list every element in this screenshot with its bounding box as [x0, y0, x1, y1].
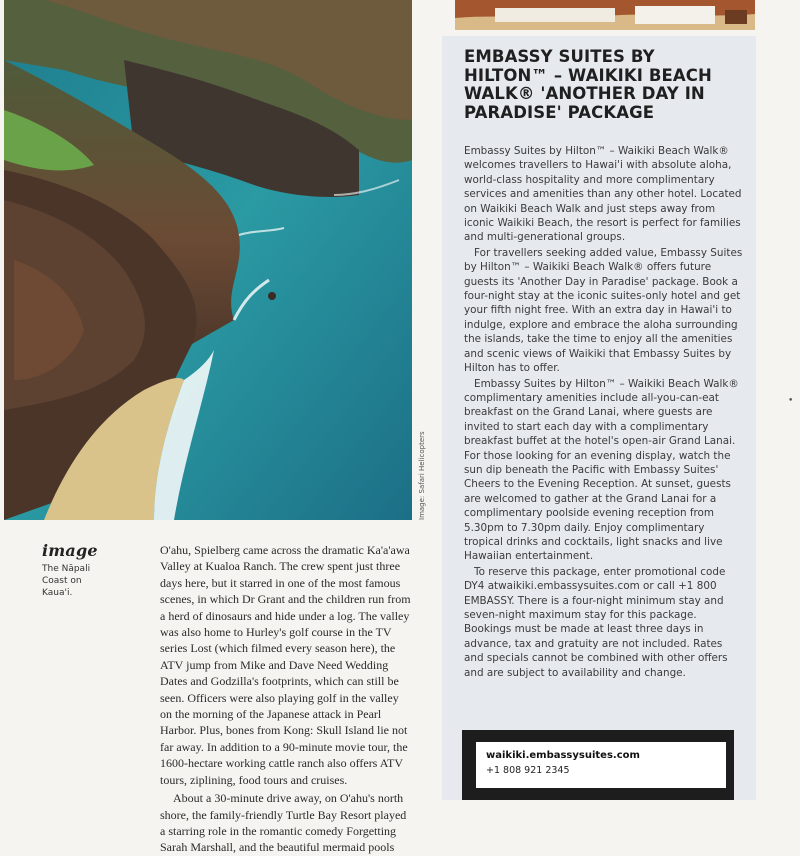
caption-brand: image — [42, 541, 98, 560]
article-paragraph: O'ahu, Spielberg came across the dramatic Ka'a'awa Valley at Kualoa Ranch. The crew spent just three days here, but it starred in one of the most famous scenes, in which Dr Grant and the children run from a herd of dinosaurs and hide under a log. The valley was also home to Hurley's golf course in the TV series Lost (which filmed every season here), the ATV jump from Mike and Dave Need Wedding Dates and Godzilla's footprints, which can still be seen. Officers were also playing golf in the valley on the morning of the Japanese attack in Pearl Harbor. Plus, bones from Kong: Skull Island lie not far away. In addition to a 90-minute movie tour, the 1600-hectare working cattle ranch also offers ATV tours, ziplining, food tours and cruises. — [160, 543, 411, 787]
caption-text: The Nāpali Coast on Kaua'i. — [42, 564, 91, 598]
hotel-phone: +1 808 921 2345 — [486, 765, 570, 776]
sidebar-body — [464, 144, 744, 680]
article-body — [160, 542, 412, 856]
article-paragraph: About a 30-minute drive away, on O'ahu's north shore, the family-friendly Turtle Bay Resort played a starring role in the romantic comedy Forgetting Sarah Marshall, and the beautiful mermaid pools — [160, 791, 407, 855]
sidebar-paragraph: Embassy Suites by Hilton™ – Waikiki Beach Walk® complimentary amenities include all-you-can-eat breakfast on the Grand Lanai, where guests are invited to start each day with a complimentary breakfast buffet at the hotel's open-air Grand Lanai. For those looking for an evening display, watch the sun dip beneath the Pacific with Embassy Suites' Cheers to the Evening Reception. At sunset, guests are welcomed to gather at the Grand Lanai for a complimentary poolside evening reception from 5.30pm to 7.30pm daily. Enjoy complimentary tropical drinks and cocktails, light snacks and live Hawaiian entertainment. — [464, 377, 739, 563]
margin-mark: • — [788, 396, 794, 406]
photo-credit: Image: Safari Helicopters — [418, 431, 426, 520]
hotel-package-sidebar — [442, 36, 756, 800]
hotel-room-photo — [455, 0, 755, 30]
sidebar-title: EMBASSY SUITES BY HILTON™ – WAIKIKI BEACH WALK® 'ANOTHER DAY IN PARADISE' PACKAGE — [464, 47, 712, 122]
sidebar-paragraph: To reserve this package, enter promotional code DY4 atwaikiki.embassysuites.com or call +1 800 EMBASSY. There is a four-night minimum stay and seven-night maximum stay for this package. Bookings must be made at least three days in advance, tax and gratuity are not included. Rates and specials cannot be combined with other offers and are subject to availability and change. — [464, 565, 728, 679]
contact-box — [462, 730, 734, 800]
photo-caption — [42, 541, 142, 599]
sidebar-paragraph: Embassy Suites by Hilton™ – Waikiki Beach Walk® welcomes travellers to Hawai'i with absolute aloha, world-class hospitality and more complimentary services and amenities than any other hotel. Located on Waikiki Beach Walk and just steps away from iconic Waikiki Beach, the resort is perfect for families and multi-generational groups. — [464, 145, 742, 244]
hotel-website-link[interactable]: waikiki.embassysuites.com — [486, 750, 640, 761]
sidebar-paragraph: For travellers seeking added value, Embassy Suites by Hilton™ – Waikiki Beach Walk® offers future guests its 'Another Day in Paradise' package. Book a four-night stay at the iconic suites-only hotel and get your fifth night free. With an extra day in Hawai'i to indulge, explore and embrace the aloha surrounding the islands, take the time to enjoy all the amenities and scenic views of Waikiki that Embassy Suites by Hilton has to offer. — [464, 246, 743, 375]
napali-coast-photo — [4, 0, 412, 520]
contact-panel — [476, 742, 726, 788]
